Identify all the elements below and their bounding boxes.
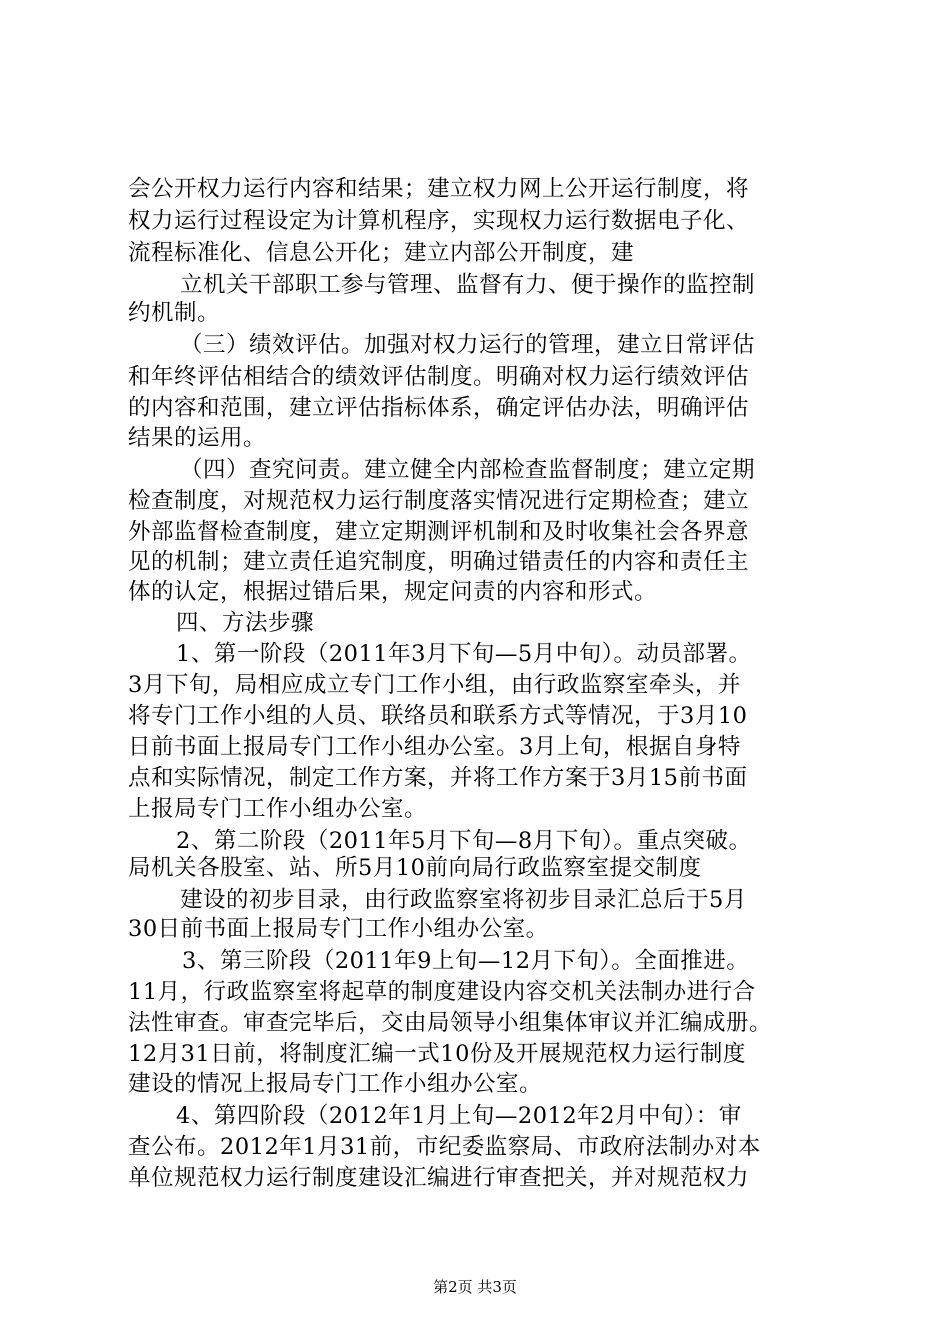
text-line: 查公布。2012年1月31前，市纪委监察局、市政府法制办对本 bbox=[128, 1134, 761, 1160]
page-number-footer: 第2页 共3页 bbox=[433, 1278, 517, 1296]
text-line: 外部监督检查制度，建立定期测评机制和及时收集社会各界意 bbox=[128, 519, 750, 545]
text-line: 点和实际情况，制定工作方案，并将工作方案于3月15前书面 bbox=[128, 765, 748, 791]
text-line: 立机关干部职工参与管理、监督有力、便于操作的监控制 bbox=[180, 272, 756, 298]
text-line: 11月，行政监察室将起草的制度建设内容交机关法制办进行合 bbox=[128, 979, 756, 1005]
text-line: 建设的情况上报局专门工作小组办公室。 bbox=[128, 1071, 543, 1097]
text-line: 法性审查。审查完毕后，交由局领导小组集体审议并汇编成册。 bbox=[128, 1010, 773, 1036]
text-line: 结果的运用。 bbox=[128, 425, 267, 451]
text-line: 的内容和范围，建立评估指标体系，确定评估办法，明确评估 bbox=[128, 395, 750, 421]
text-line: 日前书面上报局专门工作小组办公室。3月上旬，根据自身特 bbox=[128, 734, 741, 760]
text-line: 单位规范权力运行制度建设汇编进行审查把关，并对规范权力 bbox=[128, 1165, 750, 1191]
text-line: 上报局专门工作小组办公室。 bbox=[128, 796, 428, 822]
text-line: 和年终评估相结合的绩效评估制度。明确对权力运行绩效评估 bbox=[128, 364, 750, 390]
text-line: 见的机制；建立责任追究制度，明确过错责任的内容和责任主 bbox=[128, 549, 750, 575]
section-heading-methods: 四、方法步骤 bbox=[176, 610, 315, 636]
text-line: 30日前书面上报局专门工作小组办公室。 bbox=[128, 916, 549, 942]
stage-4-heading: 4、第四阶段（2012年1月上旬—2012年2月中旬）：审 bbox=[176, 1103, 742, 1129]
text-line: 12月31日前，将制度汇编一式10份及开展规范权力运行制度 bbox=[128, 1041, 746, 1067]
text-line: 3月下旬，局相应成立专门工作小组，由行政监察室牵头，并 bbox=[128, 672, 741, 698]
section-heading-4: （四）查究问责。建立健全内部检查监督制度；建立定期 bbox=[180, 457, 756, 483]
stage-2-heading: 2、第二阶段（2011年5月下旬—8月下旬）。重点突破。 bbox=[176, 828, 752, 854]
text-line: 流程标准化、信息公开化；建立内部公开制度，建 bbox=[128, 240, 635, 266]
text-line: 局机关各股室、站、所5月10前向局行政监察室提交制度 bbox=[128, 855, 702, 881]
text-line: 建设的初步目录，由行政监察室将初步目录汇总后于5月 bbox=[180, 887, 747, 913]
section-heading-3: （三）绩效评估。加强对权力运行的管理，建立日常评估 bbox=[180, 332, 756, 358]
text-line: 约机制。 bbox=[128, 300, 221, 326]
text-line: 体的认定，根据过错后果，规定问责的内容和形式。 bbox=[128, 579, 658, 605]
stage-3-heading: 3、第三阶段（2011年9上旬—12月下旬）。全面推进。 bbox=[182, 948, 750, 974]
text-line: 权力运行过程设定为计算机程序，实现权力运行数据电子化、 bbox=[128, 208, 750, 234]
text-line: 检查制度，对规范权力运行制度落实情况进行定期检查；建立 bbox=[128, 488, 750, 514]
stage-1-heading: 1、第一阶段（2011年3月下旬—5月中旬）。动员部署。 bbox=[176, 641, 752, 667]
text-line: 将专门工作小组的人员、联络员和联系方式等情况，于3月10 bbox=[128, 703, 748, 729]
text-line: 会公开权力运行内容和结果；建立权力网上公开运行制度，将 bbox=[128, 176, 750, 202]
